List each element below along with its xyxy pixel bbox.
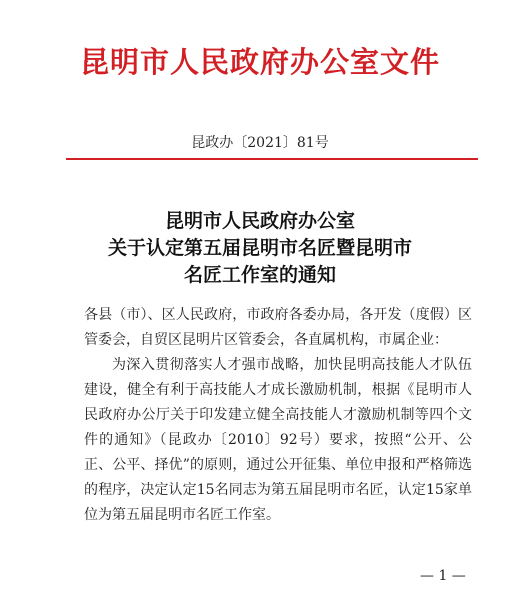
masthead-title: 昆明市人民政府办公室文件: [79, 45, 440, 79]
salutation: 各县（市）、区人民政府，市政府各委办局，各开发（度假）区管委会，自贸区昆明片区管委会，各直属机构，市属企业：: [84, 307, 472, 348]
title-line-2: 关于认定第五届昆明市名匠暨昆明市: [107, 237, 412, 259]
title-line-1: 昆明市人民政府办公室: [164, 210, 355, 232]
document-number: 昆政办〔2021〕81号: [191, 135, 329, 151]
notice-title: [0, 208, 520, 289]
body-paragraph: 为深入贯彻落实人才强市战略，加快昆明高技能人才队伍建设，健全有利于高技能人才成长激励机制，根据《昆明市人民政府办公厅关于印发建立健全高技能人才激励机制等四个文件的通知》（昆政办〔2010〕92号）要求，按照“公开、公正、公平、择优”的原则，通过公开征集、单位申报和严格筛选的程序，决定认定15名同志为第五届昆明市名匠，认定15家单位为第五届昆明市名匠工作室。: [84, 357, 472, 523]
title-line-3: 名匠工作室的通知: [183, 264, 336, 286]
red-separator-line: [66, 158, 478, 160]
notice-body: [84, 303, 472, 528]
page-number: — 1 —: [420, 568, 466, 584]
